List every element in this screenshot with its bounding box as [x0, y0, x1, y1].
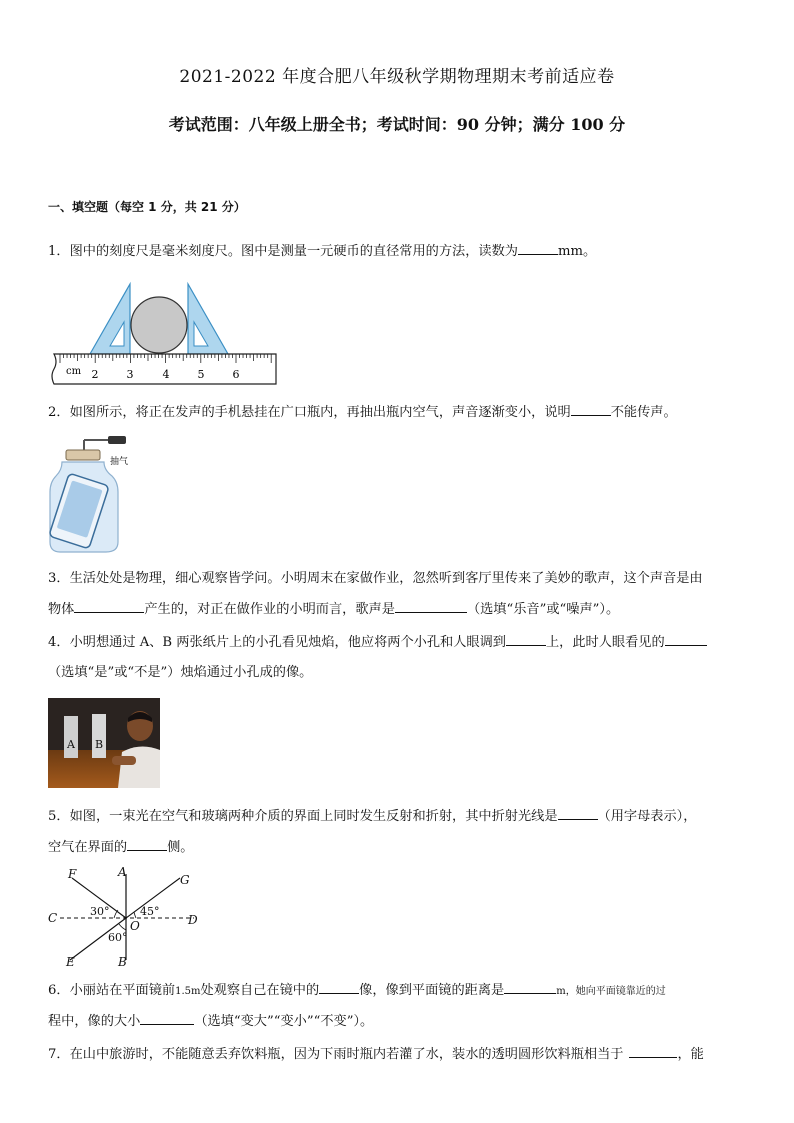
ruler-tick-label: 4: [162, 368, 170, 381]
question-text: mm。: [557, 244, 597, 259]
ruler-tick-label: 6: [232, 368, 240, 381]
label-e: E: [66, 955, 75, 969]
label-b: B: [118, 955, 127, 969]
question-5-line2: [48, 838, 742, 857]
question-text: 2．如图所示，将正在发声的手机悬挂在广口瓶内，再抽出瓶内空气，声音逐渐变小，说明: [48, 405, 571, 420]
label-g: G: [180, 873, 190, 887]
question-text: 像，像到平面镜的距离是: [359, 983, 505, 998]
question-text: 程中，像的大小: [48, 1014, 141, 1029]
ruler-unit: cm: [66, 366, 82, 377]
question-text: 侧。: [167, 840, 194, 855]
answer-blank: [319, 981, 359, 994]
question-text: （选填“是”或“不是”）烛焰通过小孔成的像。: [48, 665, 313, 680]
person-body: [118, 746, 160, 788]
card-b-label: B: [95, 738, 104, 751]
page-title: 2021-2022 年度合肥八年级秋学期物理期末考前适应卷: [179, 67, 615, 87]
question-3-line2: [48, 600, 742, 619]
answer-blank: [395, 600, 467, 613]
answer-blank: [74, 600, 144, 613]
question-text: 产生的，对正在做作业的小明而言，歌声是: [144, 602, 395, 617]
question-text: 物体: [48, 602, 75, 617]
card-b: [92, 714, 106, 758]
ruler-figure: [48, 280, 282, 388]
answer-blank: [506, 633, 546, 646]
angle-45: 45°: [140, 905, 160, 918]
question-6-line2: [48, 1012, 742, 1031]
question-text: 6．小丽站在平面镜前: [48, 983, 176, 998]
label-f: F: [68, 867, 77, 881]
card-a: [64, 716, 78, 758]
question-6: [48, 981, 742, 1001]
coin: [131, 297, 187, 353]
question-text: 3．生活处处是物理，细心观察皆学问。小明周末在家做作业，忽然听到客厅里传来了美妙的歌声，这个声音是由: [48, 571, 703, 586]
question-2: [48, 403, 742, 422]
question-1: [48, 242, 742, 261]
jar-lid: [66, 450, 100, 460]
pump-label: 抽气: [110, 457, 129, 467]
label-o: O: [130, 919, 140, 933]
question-text: （选填“变大”“变小”“不变”）。: [194, 1014, 374, 1029]
question-text: 5．如图，一束光在空气和玻璃两种介质的界面上同时发生反射和折射，其中折射光线是: [48, 809, 558, 824]
answer-blank: [665, 633, 707, 646]
question-text: 4．小明想通过 A、B 两张纸片上的小孔看见烛焰，他应将两个小孔和人眼调到: [48, 635, 506, 650]
bell-jar-figure: [48, 430, 148, 556]
exam-info: 考试范围：八年级上册全书；考试时间：90 分钟；满分 100 分: [168, 115, 626, 134]
section-heading: 一、填空题（每空 1 分，共 21 分）: [48, 200, 246, 214]
ruler-tick-label: 2: [91, 368, 99, 381]
angle-60: 60°: [108, 931, 128, 944]
question-text: m，她向平面镜靠近的过: [556, 986, 666, 997]
label-d: D: [188, 913, 198, 927]
answer-blank: [504, 981, 556, 994]
question-text: 不能传声。: [610, 405, 677, 420]
answer-blank: [558, 807, 598, 820]
label-a: A: [118, 865, 127, 879]
question-text: 上，此时人眼看见的: [546, 635, 665, 650]
question-text: 处观察自己在镜中的: [200, 983, 320, 998]
question-5: [48, 807, 742, 826]
angle-30: 30°: [90, 905, 110, 918]
distance-value: 1.5m: [175, 986, 201, 997]
answer-blank: [571, 403, 611, 416]
refraction-diagram: [44, 864, 214, 972]
candle-photo: [48, 698, 160, 788]
question-text: （用字母表示），: [597, 809, 697, 824]
ruler-tick-label: 3: [126, 368, 134, 381]
ruler-tick-label: 5: [197, 368, 205, 381]
question-3: [48, 570, 742, 588]
answer-blank: [518, 242, 558, 255]
valve: [108, 436, 126, 444]
question-7: [48, 1045, 742, 1064]
question-text: 7．在山中旅游时，不能随意丢弃饮料瓶，因为下雨时瓶内若灌了水，装水的透明圆形饮料瓶相当于: [48, 1047, 624, 1062]
label-c: C: [48, 911, 58, 925]
answer-blank: [629, 1045, 677, 1058]
answer-blank: [140, 1012, 194, 1025]
question-text: （选填“乐音”或“噪声”）。: [466, 602, 620, 617]
question-text: 1．图中的刻度尺是毫米刻度尺。图中是测量一元硬币的直径常用的方法，读数为: [48, 244, 518, 259]
card-a-label: A: [67, 738, 75, 751]
question-text: ，能: [677, 1047, 704, 1062]
question-text: 空气在界面的: [48, 840, 128, 855]
question-4-line2: [48, 664, 742, 682]
question-4: [48, 633, 742, 652]
answer-blank: [127, 838, 167, 851]
